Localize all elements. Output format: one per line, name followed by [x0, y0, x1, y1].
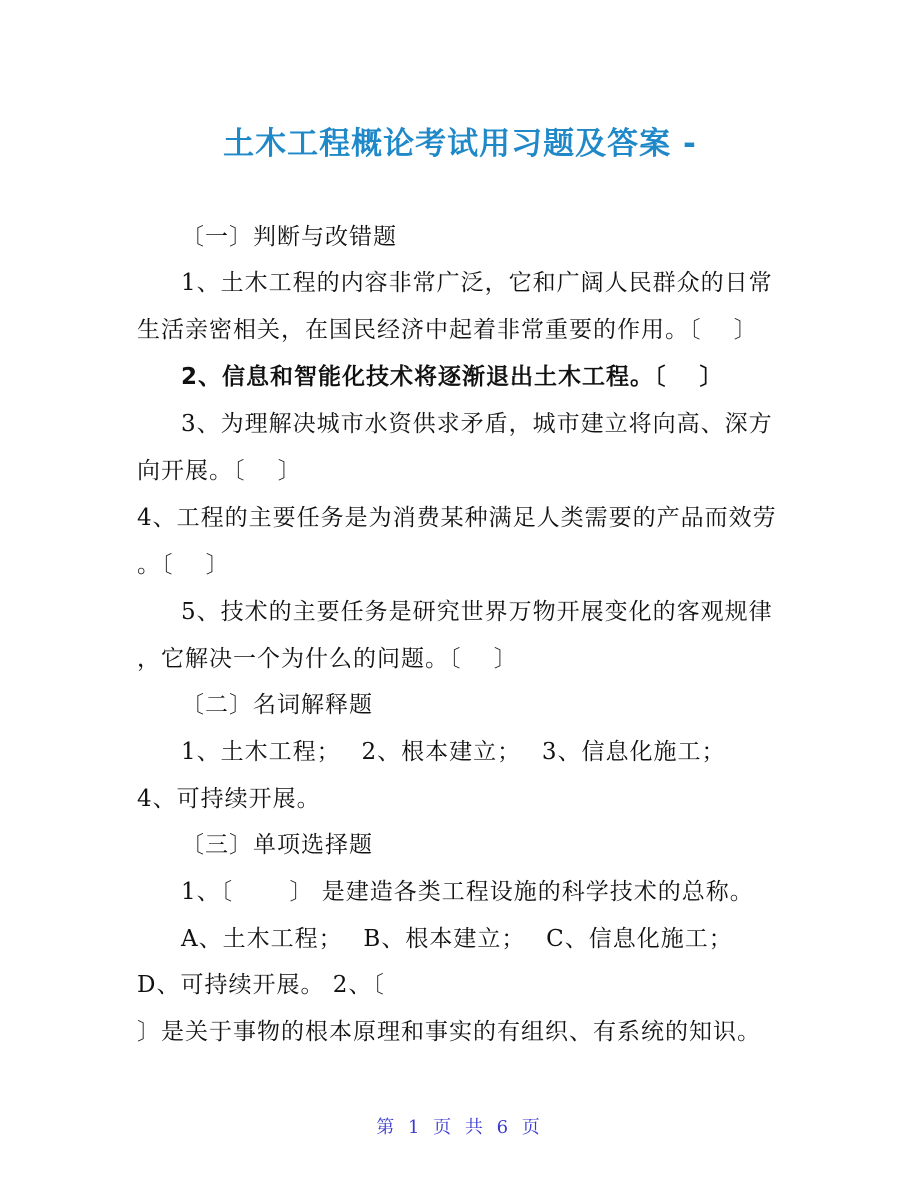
section-heading-judgement: 〔一〕判断与改错题 [181, 224, 397, 250]
question-3-line-1: 3、为理解决城市水资供求矛盾，城市建立将向高、深方 [181, 411, 773, 437]
question-4-line-1: 4、工程的主要任务是为消费某种满足人类需要的产品而效劳 [137, 505, 777, 531]
question-1-line-2: 生活亲密相关，在国民经济中起着非常重要的作用。〔 〕 [137, 317, 758, 343]
terms-line-1: 1、土木工程； 2、根本建立； 3、信息化施工； [181, 739, 726, 765]
section-heading-terms: 〔二〕名词解释题 [181, 692, 373, 718]
question-5-line-2: ，它解决一个为什么的问题。〔 〕 [137, 646, 518, 672]
choice-question-1: 1、〔 〕 是建造各类工程设施的科学技术的总称。 [181, 879, 754, 905]
section-heading-choice: 〔三〕单项选择题 [181, 832, 373, 858]
page-footer: 第 1 页 共 6 页 [376, 1117, 544, 1138]
question-1-line-1: 1、土木工程的内容非常广泛，它和广阔人民群众的日常 [181, 270, 773, 296]
terms-line-2: 4、可持续开展。 [137, 786, 321, 812]
question-2: 2、信息和智能化技术将逐渐退出土木工程。〔 〕 [181, 364, 724, 390]
choice-options-line-2: D、可持续开展。 2、〔 [137, 972, 385, 998]
question-5-line-1: 5、技术的主要任务是研究世界万物开展变化的客观规律 [181, 599, 773, 625]
choice-question-2: 〕是关于事物的根本原理和事实的有组织、有系统的知识。 [137, 1019, 761, 1045]
question-4-line-2: 。〔 〕 [137, 552, 230, 578]
question-3-line-2: 向开展。〔 〕 [137, 458, 302, 484]
choice-options-line-1: A、土木工程； B、根本建立； C、信息化施工； [181, 926, 733, 952]
document-title: 土木工程概论考试用习题及答案 - [223, 126, 697, 162]
